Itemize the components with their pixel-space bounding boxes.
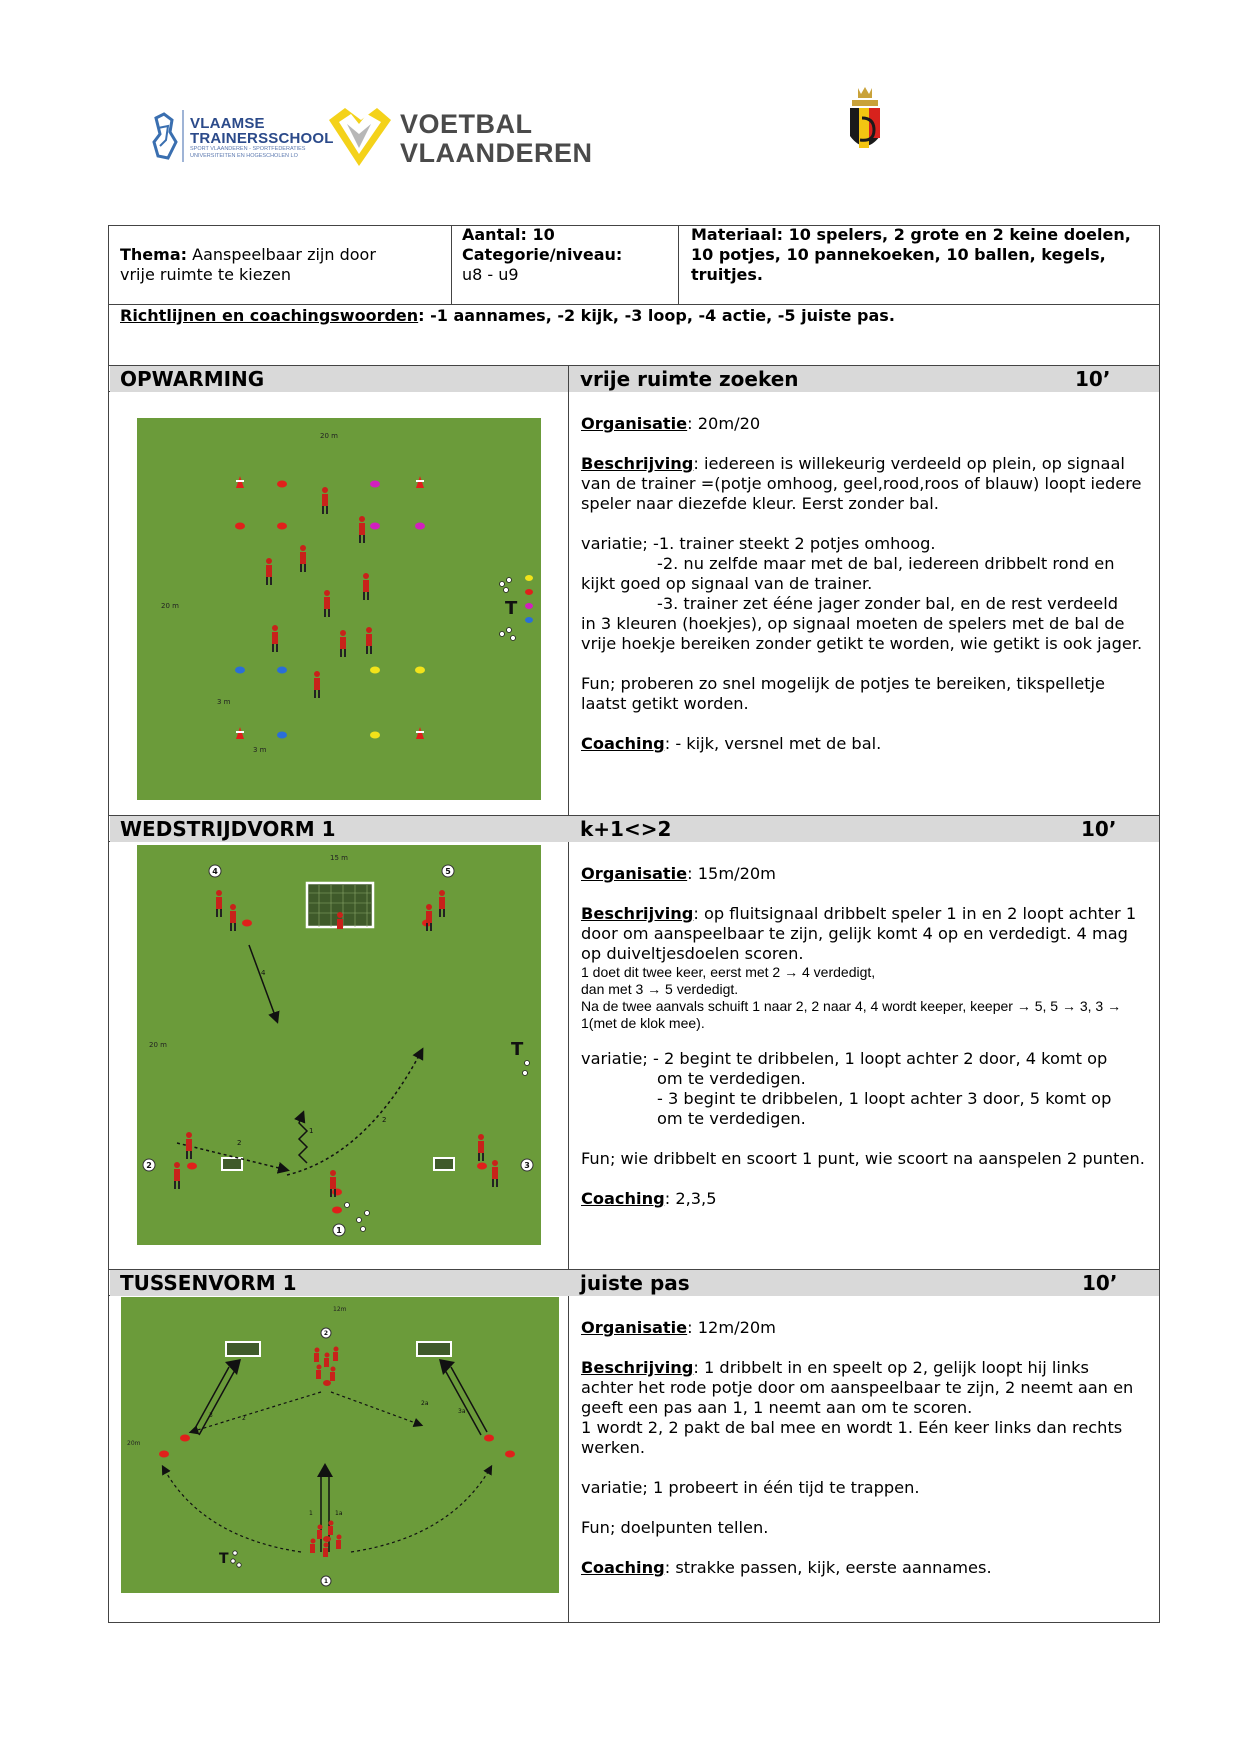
org-label: Organisatie bbox=[581, 864, 688, 883]
section-title-opwarming: OPWARMING bbox=[120, 367, 265, 391]
arrow-label-3a: 3a bbox=[458, 1408, 466, 1415]
coaching-value: : - kijk, versnel met de bal. bbox=[664, 734, 882, 753]
categorie-label: Categorie/niveau: bbox=[462, 245, 623, 264]
small-goal-icon bbox=[226, 1342, 260, 1356]
rbfa-crest-logo bbox=[848, 84, 882, 156]
player-icon bbox=[328, 1521, 334, 1536]
variatie-2: -2. nu zelfde maar met de bal, iedereen dribbelt rond en bbox=[657, 554, 1115, 573]
arrow-label-1a: 1a bbox=[335, 1510, 343, 1517]
player-icon bbox=[317, 1525, 323, 1540]
player-icon bbox=[323, 1543, 329, 1558]
field-label-left: 20 m bbox=[149, 1041, 167, 1049]
red-pot-icon bbox=[277, 481, 287, 488]
variatie-3: -3. trainer zet ééne jager zonder bal, en de rest verdeeld bbox=[657, 594, 1119, 613]
richtlijnen-value: : -1 aannames, -2 kijk, -3 loop, -4 actie, -5 juiste pas. bbox=[418, 306, 895, 325]
aantal-text: Aantal: 10 bbox=[462, 225, 555, 244]
trainer-icon: T bbox=[511, 1039, 524, 1060]
pink-pot-icon bbox=[370, 481, 380, 488]
beschr-label: Beschrijving bbox=[581, 454, 694, 473]
materiaal-line-2: 10 potjes, 10 pannekoeken, 10 ballen, kegels, bbox=[691, 245, 1106, 264]
beschr-value: : op fluitsignaal dribbelt speler 1 in en 2 loopt achter 1 door om aanspeelbaar te zijn, gelijk komt 4 op en verdedigt. 4 mag op duiveltjesdoelen scoren. bbox=[581, 904, 1137, 963]
categorie-value: u8 - u9 bbox=[462, 265, 519, 284]
crown-shield-icon bbox=[848, 84, 882, 156]
player-icon bbox=[316, 1365, 322, 1380]
trainer-icon: T bbox=[219, 1551, 229, 1567]
marker-4: 4 bbox=[212, 867, 218, 876]
red-pot-icon bbox=[323, 1380, 331, 1386]
arrow-label-4: 4 bbox=[261, 969, 266, 977]
beschr-value: : 1 dribbelt in en speelt op 2, gelijk loopt hij links achter het rode potje door om aanspeelbaar te zijn, 2 neemt aan en geeft een pas aan 1, 1 neemt aan om te scoren. bbox=[581, 1358, 1134, 1417]
variatie-2: - 3 begint te dribbelen, 1 loopt achter 3 door, 5 komt op bbox=[657, 1089, 1112, 1108]
small-goal-icon bbox=[434, 1158, 454, 1170]
small-goal-icon bbox=[222, 1158, 242, 1170]
vts-title-2: TRAINERSSCHOOL bbox=[190, 130, 334, 147]
field-label-top: 12m bbox=[333, 1306, 347, 1313]
thema-cell bbox=[120, 245, 440, 285]
coaching-label: Coaching bbox=[581, 1558, 665, 1577]
coaching-value: : strakke passen, kijk, eerste aannames. bbox=[664, 1558, 992, 1577]
player-icon bbox=[324, 1353, 330, 1368]
materiaal-cell bbox=[691, 225, 1156, 285]
red-pot-icon bbox=[277, 523, 287, 530]
org-label: Organisatie bbox=[581, 1318, 688, 1337]
arrow-label-2b: 2 bbox=[382, 1116, 387, 1124]
trainer-icon: T bbox=[505, 598, 518, 619]
marker-1: 1 bbox=[323, 1578, 329, 1585]
blue-pot-icon bbox=[235, 667, 245, 674]
vts-sub-2: UNIVERSITEITEN EN HOGESCHOLEN LO bbox=[190, 153, 298, 159]
yellow-pot-icon bbox=[370, 732, 380, 739]
rotation-note-1: 1 doet dit twee keer, eerst met 2 → 4 verdedigt, bbox=[581, 964, 876, 980]
beschr-label: Beschrijving bbox=[581, 1358, 694, 1377]
vv-title-2: VLAANDEREN bbox=[400, 138, 593, 168]
player-icon bbox=[336, 1535, 342, 1550]
coaching-label: Coaching bbox=[581, 1189, 665, 1208]
field-diagram-tussenvorm bbox=[121, 1297, 559, 1593]
section-subtitle-tussenvorm: juiste pas bbox=[580, 1271, 690, 1295]
variatie-2b: kijkt goed op signaal van de trainer. bbox=[581, 574, 873, 593]
player-icon bbox=[337, 912, 343, 929]
org-value: : 20m/20 bbox=[687, 414, 761, 433]
voetbal-vlaanderen-logo bbox=[325, 106, 593, 170]
org-value: : 15m/20m bbox=[687, 864, 776, 883]
red-pot-icon bbox=[187, 1163, 197, 1170]
pink-pot-icon bbox=[415, 523, 425, 530]
fun-text: Fun; doelpunten tellen. bbox=[581, 1518, 769, 1537]
coaching-value: : 2,3,5 bbox=[664, 1189, 717, 1208]
arrow-label-2: 2 bbox=[242, 1415, 246, 1422]
materiaal-line-3: truitjes. bbox=[691, 265, 763, 284]
yellow-pot-icon bbox=[415, 667, 425, 674]
vlaamse-trainersschool-logo bbox=[148, 108, 334, 168]
marker-2: 2 bbox=[146, 1161, 152, 1170]
field-label-left: 20 m bbox=[161, 602, 179, 610]
fun-text: Fun; proberen zo snel mogelijk de potjes te bereiken, tikspelletje laatst getikt worden. bbox=[581, 674, 1106, 713]
small-goal-icon bbox=[417, 1342, 451, 1356]
blue-pot-icon bbox=[277, 667, 287, 674]
red-pot-icon bbox=[332, 1189, 342, 1196]
marker-5: 5 bbox=[445, 867, 451, 876]
section-time-opwarming: 10’ bbox=[1075, 367, 1111, 391]
aantal-cell bbox=[462, 225, 672, 285]
org-label: Organisatie bbox=[581, 414, 688, 433]
section-subtitle-opwarming: vrije ruimte zoeken bbox=[580, 367, 799, 391]
variatie-1: variatie; -1. trainer steekt 2 potjes omhoog. bbox=[581, 534, 936, 553]
red-pot-icon bbox=[323, 1536, 331, 1542]
materiaal-line-1: Materiaal: 10 spelers, 2 grote en 2 keine doelen, bbox=[691, 225, 1131, 244]
pink-pot-icon bbox=[525, 603, 533, 609]
beschr-value: : iedereen is willekeurig verdeeld op plein, op signaal van de trainer =(potje omhoog, geel,rood,roos of blauw) loopt iedere speler naar diezefde kleur. Eerst zonder bal. bbox=[581, 454, 1142, 513]
field-label-d2: 3 m bbox=[253, 746, 267, 754]
marker-3: 3 bbox=[524, 1161, 530, 1170]
red-pot-icon bbox=[180, 1435, 190, 1442]
lion-icon bbox=[148, 112, 180, 162]
beschr-2: 1 wordt 2, 2 pakt de bal mee en wordt 1. Eén keer links dan rechts werken. bbox=[581, 1418, 1123, 1457]
variatie-1b: om te verdedigen. bbox=[657, 1069, 806, 1088]
yellow-pot-icon bbox=[525, 575, 533, 581]
red-pot-icon bbox=[242, 920, 252, 927]
arrow-label-3: 3 bbox=[209, 1412, 213, 1419]
variatie-1: variatie; - 2 begint te dribbelen, 1 loopt achter 2 door, 4 komt op bbox=[581, 1049, 1108, 1068]
richtlijnen-row bbox=[120, 306, 1150, 326]
arrow-label-2a: 2a bbox=[421, 1400, 429, 1407]
red-pot-icon bbox=[525, 589, 533, 595]
description-tussenvorm bbox=[581, 1318, 1146, 1598]
red-pot-icon bbox=[332, 1207, 342, 1214]
field-label-top: 15 m bbox=[330, 854, 348, 862]
field-label-top: 20 m bbox=[320, 432, 338, 440]
player-icon bbox=[310, 1539, 316, 1554]
variatie-3b: in 3 kleuren (hoekjes), op signaal moeten de spelers met de bal de vrije hoekje bereiken zonder getikt te worden, wie getikt is ook jager. bbox=[581, 614, 1143, 653]
thema-label: Thema: bbox=[120, 245, 188, 264]
description-opwarming bbox=[581, 414, 1146, 774]
coaching-label: Coaching bbox=[581, 734, 665, 753]
section-time-wedstrijdvorm: 10’ bbox=[1081, 817, 1117, 841]
player-icon bbox=[333, 1347, 339, 1362]
vts-title-1: VLAAMSE bbox=[190, 115, 265, 132]
vv-title-1: VOETBAL bbox=[400, 109, 533, 139]
field-grass bbox=[137, 418, 541, 800]
section-title-tussenvorm: TUSSENVORM 1 bbox=[120, 1271, 297, 1295]
field-label-left: 20m bbox=[127, 1440, 141, 1447]
yellow-pot-icon bbox=[370, 667, 380, 674]
description-wedstrijdvorm bbox=[581, 864, 1146, 1229]
pink-pot-icon bbox=[370, 523, 380, 530]
red-pot-icon bbox=[505, 1451, 515, 1458]
marker-1: 1 bbox=[336, 1226, 342, 1235]
marker-2: 2 bbox=[323, 1330, 329, 1337]
rotation-note-3: Na de twee aanvals schuift 1 naar 2, 2 naar 4, 4 wordt keeper, keeper → 5, 5 → 3, 3 → 1(met de klok mee). bbox=[581, 998, 1122, 1031]
vv-shield-icon bbox=[325, 106, 393, 168]
section-title-wedstrijdvorm: WEDSTRIJDVORM 1 bbox=[120, 817, 336, 841]
rotation-note-2: dan met 3 → 5 verdedigt. bbox=[581, 981, 739, 997]
player-icon bbox=[330, 1367, 336, 1382]
variatie-1: variatie; 1 probeert in één tijd te trappen. bbox=[581, 1478, 920, 1497]
field-label-d1: 3 m bbox=[217, 698, 231, 706]
arrow-label-2: 2 bbox=[237, 1139, 242, 1147]
red-pot-icon bbox=[235, 523, 245, 530]
player-icon bbox=[314, 1348, 320, 1363]
field-diagram-opwarming bbox=[137, 418, 541, 800]
section-time-tussenvorm: 10’ bbox=[1082, 1271, 1118, 1295]
thema-value-1: Aanspeelbaar zijn door bbox=[192, 245, 376, 264]
richtlijnen-label: Richtlijnen en coachingswoorden bbox=[120, 306, 419, 325]
fun-text: Fun; wie dribbelt en scoort 1 punt, wie scoort na aanspelen 2 punten. bbox=[581, 1149, 1145, 1168]
red-pot-icon bbox=[477, 1163, 487, 1170]
arrow-label-1: 1 bbox=[309, 1127, 314, 1135]
section-subtitle-wedstrijdvorm: k+1<>2 bbox=[580, 817, 672, 841]
blue-pot-icon bbox=[277, 732, 287, 739]
red-pot-icon bbox=[484, 1435, 494, 1442]
red-pot-icon bbox=[159, 1451, 169, 1458]
beschr-label: Beschrijving bbox=[581, 904, 694, 923]
field-diagram-wedstrijdvorm bbox=[137, 845, 541, 1245]
variatie-2b: om te verdedigen. bbox=[657, 1109, 806, 1128]
org-value: : 12m/20m bbox=[687, 1318, 776, 1337]
blue-pot-icon bbox=[525, 617, 533, 623]
arrow-label-1: 1 bbox=[309, 1510, 313, 1517]
thema-value-2: vrije ruimte te kiezen bbox=[120, 265, 291, 284]
vts-sub-1: SPORT VLAANDEREN - SPORTFEDERATIES bbox=[190, 146, 306, 152]
